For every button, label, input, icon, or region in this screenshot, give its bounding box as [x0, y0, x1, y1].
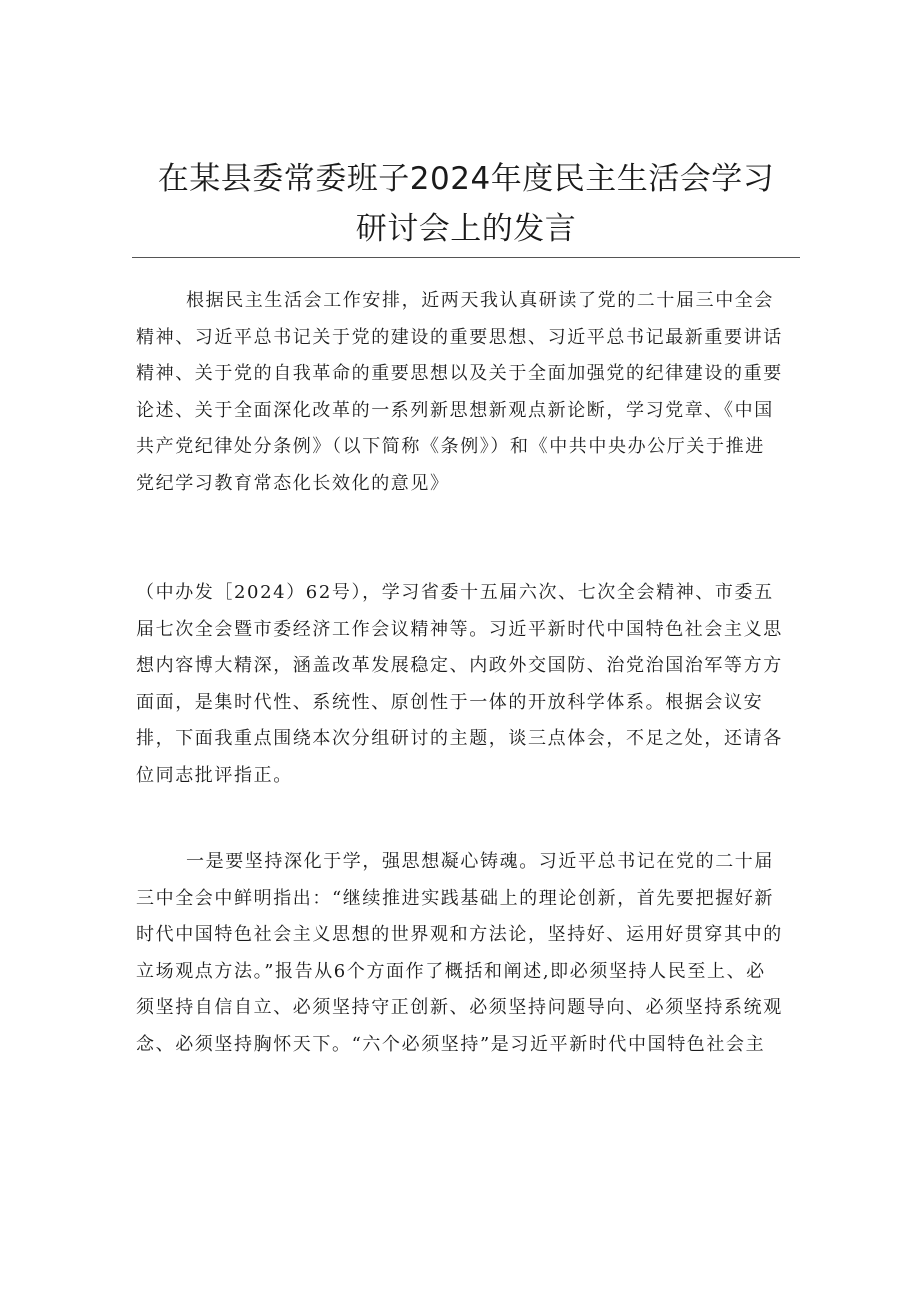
paragraph-line: 一是要坚持深化于学，强思想凝心铸魂。习近平总书记在党的二十届 [186, 851, 774, 872]
paragraph-line: 立场观点方法。”报告从6个方面作了概括和阐述,即必须坚持人民至上、必 [136, 960, 766, 982]
title-line-2: 研讨会上的发言 [355, 211, 577, 247]
paragraph-line: 面面，是集时代性、系统性、原创性于一体的开放科学体系。根据会议安 [136, 691, 764, 713]
paragraph-1 [136, 283, 800, 502]
paragraph-line: 精神、关于党的自我革命的重要思想以及关于全面加强党的纪律建设的重要 [136, 363, 783, 384]
paragraph-line: 位同志批评指正。 [136, 764, 293, 786]
paragraph-line: 根据民主生活会工作安排，近两天我认真研读了党的二十届三中全会 [186, 290, 774, 311]
paragraph-line: 排，下面我重点围绕本次分组研讨的主题，谈三点体会，不足之处，还请各 [136, 728, 783, 749]
paragraph-line: 届七次全会暨市委经济工作会议精神等。习近平新时代中国特色社会主义思 [136, 618, 783, 640]
paragraph-line: （中办发［2024）62号），学习省委十五届六次、七次全会精神、市委五 [136, 582, 774, 603]
paragraph-line: 共产党纪律处分条例》（以下简称《条例》）和《中共中央办公厅关于推进 [136, 436, 765, 457]
document-title [132, 158, 800, 250]
title-line-1: 在某县委常委班子2024年度民主生活会学习 [157, 161, 775, 197]
paragraph-2 [136, 575, 800, 794]
paragraph-line: 党纪学习教育常态化长效化的意见》 [136, 472, 450, 494]
paragraph-line: 三中全会中鲜明指出：“继续推进实践基础上的理论创新，首先要把握好新 [136, 887, 774, 909]
paragraph-line: 论述、关于全面深化改革的一系列新思想新观点新论断，学习党章、《中国 [136, 399, 774, 421]
paragraph-line: 须坚持自信自立、必须坚持守正创新、必须坚持问题导向、必须坚持系统观 [136, 997, 783, 1018]
title-underline [132, 257, 800, 258]
paragraph-3 [136, 844, 800, 1063]
paragraph-line: 精神、习近平总书记关于党的建设的重要思想、习近平总书记最新重要讲话 [136, 326, 783, 348]
paragraph-line: 念、必须坚持胸怀天下。“六个必须坚持”是习近平新时代中国特色社会主 [136, 1033, 766, 1055]
paragraph-line: 想内容博大精深，涵盖改革发展稳定、内政外交国防、治党治国治军等方方 [136, 655, 783, 676]
paragraph-line: 时代中国特色社会主义思想的世界观和方法论，坚持好、运用好贯穿其中的 [136, 924, 783, 945]
